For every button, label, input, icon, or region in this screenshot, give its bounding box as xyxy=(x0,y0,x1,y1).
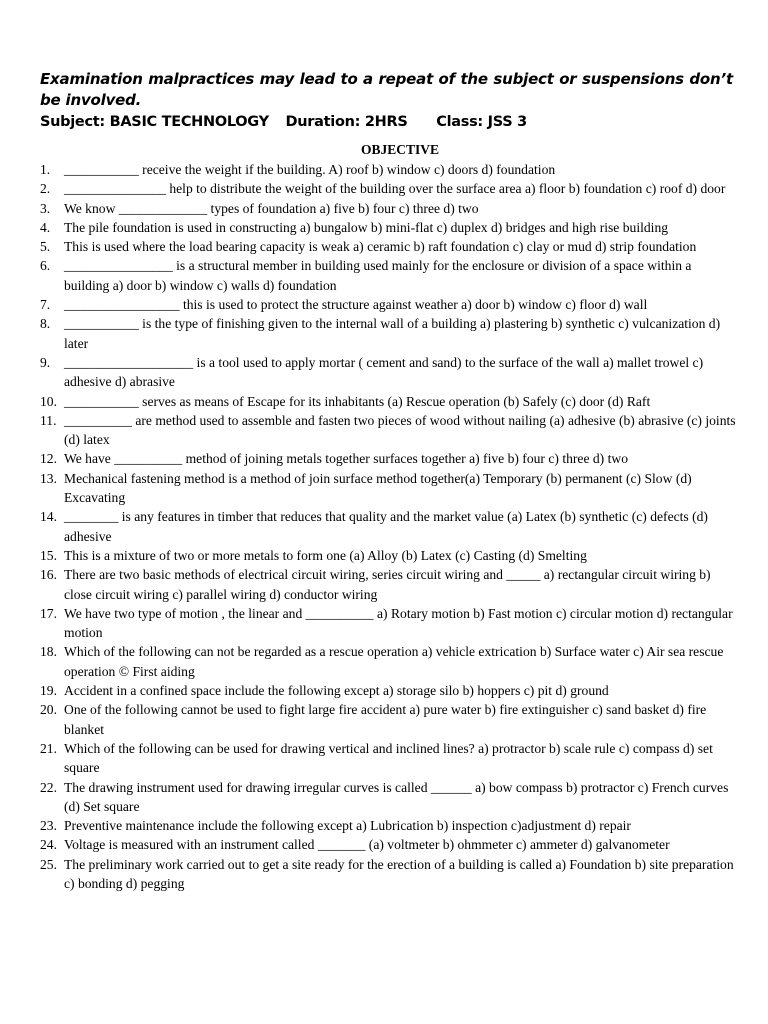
question-text: Accident in a confined space include the following except a) storage silo b) hoppers c) pit d) ground xyxy=(64,683,609,699)
question-number: 10. xyxy=(40,393,57,409)
question-item xyxy=(40,681,736,700)
question-item xyxy=(40,392,736,411)
question-item xyxy=(40,469,736,508)
question-item xyxy=(40,604,736,643)
subject-label: Subject: BASIC TECHNOLOGY xyxy=(40,114,269,130)
question-item xyxy=(40,353,736,392)
question-item xyxy=(40,160,736,179)
question-text: This is a mixture of two or more metals to form one (a) Alloy (b) Latex (c) Casting (d) Smelting xyxy=(64,547,587,563)
question-text: ___________ receive the weight if the building. A) roof b) window c) doors d) foundation xyxy=(64,162,556,177)
question-number: 5. xyxy=(40,239,51,255)
question-number: 1. xyxy=(40,162,51,177)
question-text: ________________ is a structural member in building used mainly for the enclosure or division of a space within a building a) door b) window c) walls d) foundation xyxy=(64,258,692,293)
exam-info-line xyxy=(40,112,740,132)
question-text: One of the following cannot be used to fight large fire accident a) pure water b) fire extinguisher c) sand basket d) fire blanket xyxy=(64,702,707,737)
question-text: _________________ this is used to protect the structure against weather a) door b) window c) floor d) wall xyxy=(64,297,648,313)
question-number: 20. xyxy=(40,702,57,718)
question-text: ___________________ is a tool used to apply mortar ( cement and sand) to the surface of the wall a) mallet trowel c) adhesive d) abrasive xyxy=(64,354,704,390)
question-item xyxy=(40,739,736,778)
question-item xyxy=(40,778,736,817)
question-item xyxy=(40,835,736,854)
question-number: 8. xyxy=(40,316,51,332)
question-item xyxy=(40,700,736,739)
question-number: 6. xyxy=(40,258,51,274)
question-text: Which of the following can be used for drawing vertical and inclined lines? a) protractor b) scale rule c) compass d) set square xyxy=(64,740,713,776)
question-number: 18. xyxy=(40,644,57,660)
malpractice-warning: Examination malpractices may lead to a repeat of the subject or suspensions don’t be involved. xyxy=(40,70,733,109)
question-item xyxy=(40,507,736,546)
question-number: 9. xyxy=(40,354,51,370)
question-item xyxy=(40,295,736,314)
question-number: 13. xyxy=(40,470,57,486)
question-text: Which of the following can not be regarded as a rescue operation a) vehicle extrication b) Surface water c) Air sea rescue operation © First aiding xyxy=(64,644,724,679)
question-number: 2. xyxy=(40,181,51,197)
question-item xyxy=(40,546,736,565)
question-number: 21. xyxy=(40,740,57,756)
question-text: ________ is any features in timber that reduces that quality and the market value (a) Latex (b) synthetic (c) defects (d) adhesive xyxy=(64,509,708,544)
question-item xyxy=(40,218,736,237)
question-number: 11. xyxy=(40,412,57,428)
question-item xyxy=(40,855,736,894)
question-text: Preventive maintenance include the following except a) Lubrication b) inspection c)adjustment d) repair xyxy=(64,818,631,834)
question-text: There are two basic methods of electrical circuit wiring, series circuit wiring and _____ a) rectangular circuit wiring b) close circuit wiring c) parallel wiring d) conductor wiring xyxy=(64,567,711,602)
question-number: 25. xyxy=(40,856,57,872)
question-text: _______________ help to distribute the weight of the building over the surface area a) floor b) foundation c) roof d) door xyxy=(64,181,726,197)
question-number: 14. xyxy=(40,509,57,525)
section-title: OBJECTIVE xyxy=(360,142,440,157)
question-text: The drawing instrument used for drawing irregular curves is called ______ a) bow compass b) protractor c) French curves (d) Set square xyxy=(64,779,729,814)
question-text: ___________ serves as means of Escape for its inhabitants (a) Rescue operation (b) Safely (c) door (d) Raft xyxy=(64,393,651,409)
class-label: Class: JSS 3 xyxy=(436,114,527,130)
question-number: 12. xyxy=(40,451,57,467)
question-number: 22. xyxy=(40,779,57,795)
question-item xyxy=(40,199,736,218)
question-item xyxy=(40,565,736,604)
question-text: The pile foundation is used in constructing a) bungalow b) mini-flat c) duplex d) bridges and high rise building xyxy=(64,219,669,235)
question-text: __________ are method used to assemble and fasten two pieces of wood without nailing (a) adhesive (b) abrasive (c) joints (d) latex xyxy=(64,412,736,448)
question-item xyxy=(40,179,736,198)
question-item xyxy=(40,411,736,450)
question-item xyxy=(40,449,736,468)
question-number: 17. xyxy=(40,605,57,621)
question-number: 15. xyxy=(40,547,57,563)
question-item xyxy=(40,314,736,353)
question-item xyxy=(40,816,736,835)
question-text: We know _____________ types of foundation a) five b) four c) three d) two xyxy=(64,200,479,216)
question-list xyxy=(40,160,736,893)
question-item xyxy=(40,237,736,256)
question-text: We have __________ method of joining metals together surfaces together a) five b) four c) three d) two xyxy=(64,451,628,467)
question-number: 23. xyxy=(40,818,57,834)
question-number: 4. xyxy=(40,219,51,235)
question-number: 19. xyxy=(40,683,57,699)
question-text: This is used where the load bearing capacity is weak a) ceramic b) raft foundation c) clay or mud d) strip foundation xyxy=(64,239,697,255)
question-text: Voltage is measured with an instrument called _______ (a) voltmeter b) ohmmeter c) ammeter d) galvanometer xyxy=(64,837,670,853)
question-item xyxy=(40,256,736,295)
question-text: We have two type of motion , the linear and __________ a) Rotary motion b) Fast motion c) circular motion d) rectangular motion xyxy=(64,605,733,641)
question-number: 7. xyxy=(40,297,51,313)
question-number: 24. xyxy=(40,837,57,853)
question-number: 3. xyxy=(40,200,51,216)
question-number: 16. xyxy=(40,567,57,583)
question-text: ___________ is the type of finishing given to the internal wall of a building a) plastering b) synthetic c) vulcanization d) later xyxy=(64,316,721,351)
duration-label: Duration: 2HRS xyxy=(285,114,408,130)
question-text: Mechanical fastening method is a method of join surface method together(a) Temporary (b) permanent (c) Slow (d) Excavating xyxy=(64,470,692,506)
question-text: The preliminary work carried out to get a site ready for the erection of a building is called a) Foundation b) site preparation c) bonding d) pegging xyxy=(64,856,734,891)
question-item xyxy=(40,642,736,681)
